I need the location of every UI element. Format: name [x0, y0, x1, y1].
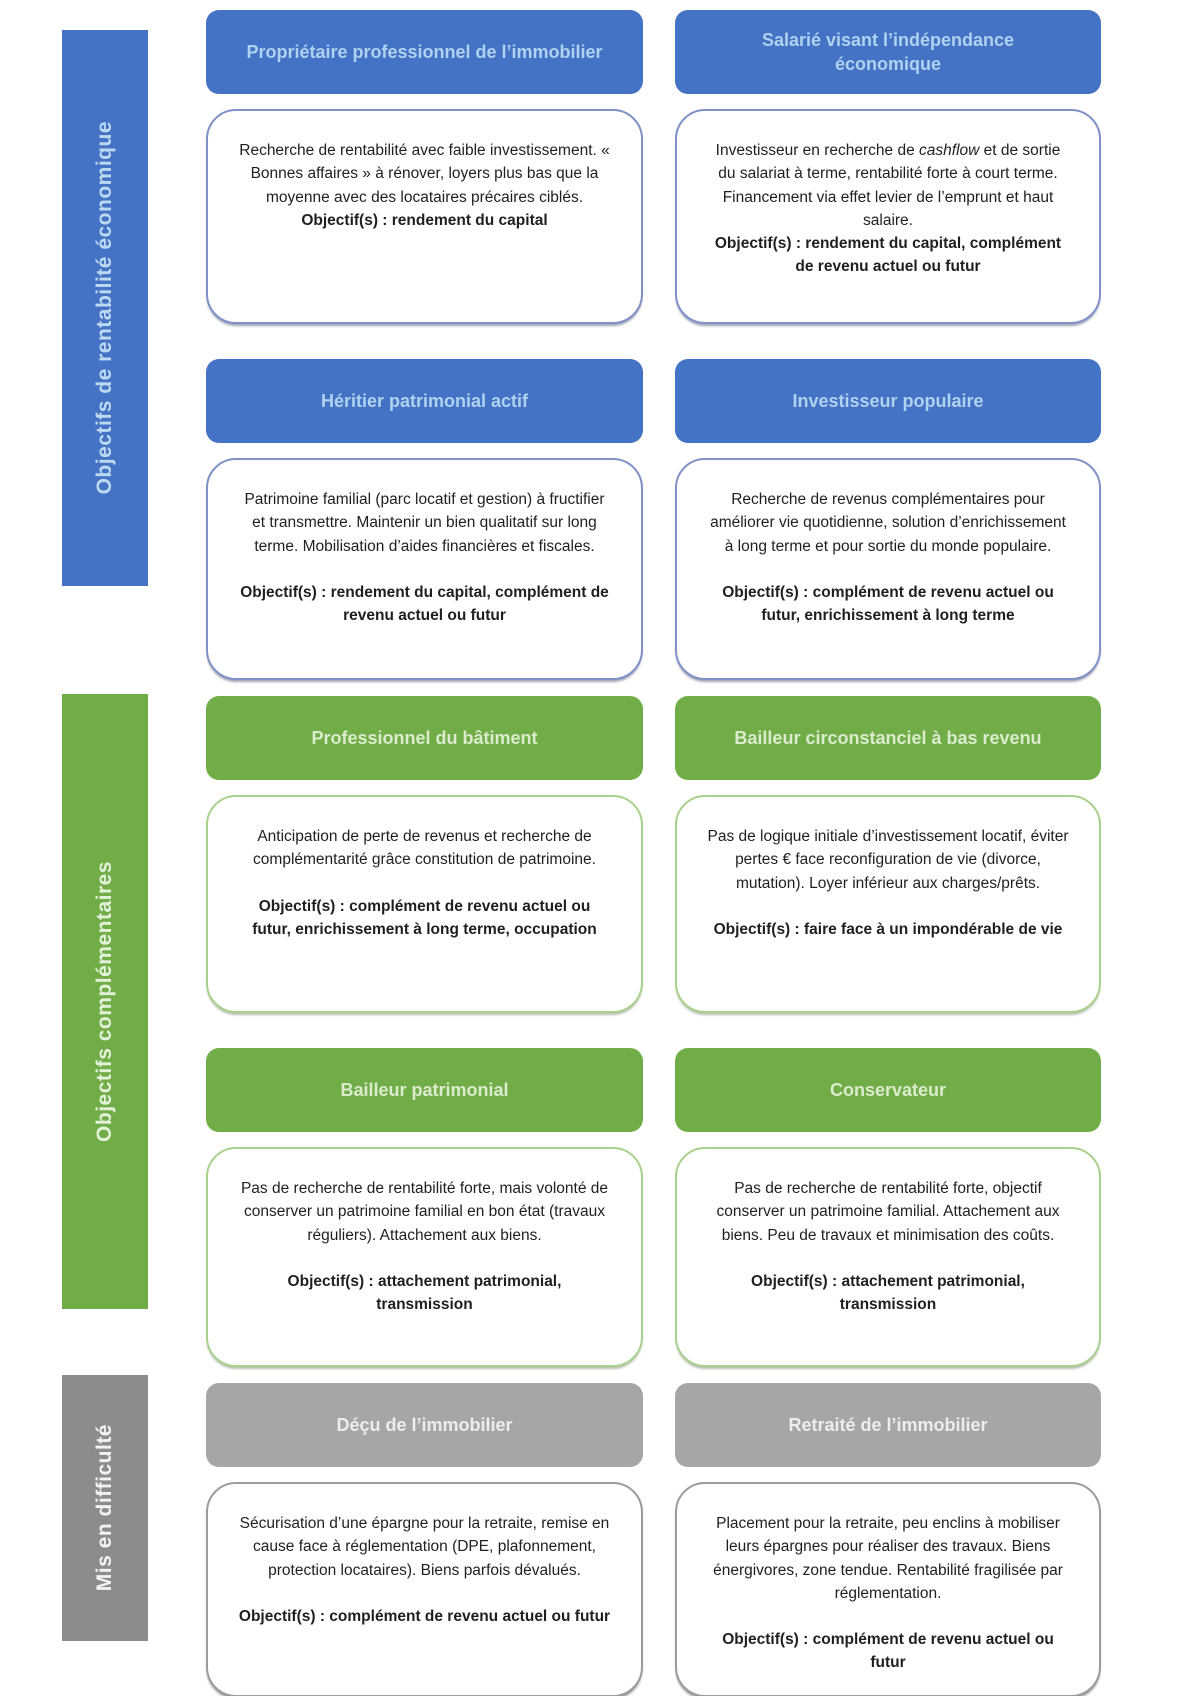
card-title: Bailleur patrimonial	[206, 1048, 643, 1132]
card-heritier-patrimonial	[206, 359, 643, 680]
card-bailleur-patrimonial	[206, 1048, 643, 1367]
card-body	[206, 1482, 643, 1696]
card-title: Héritier patrimonial actif	[206, 359, 643, 443]
card-title: Salarié visant l’indépendance économique	[675, 10, 1101, 94]
card-proprietaire-professionnel	[206, 10, 643, 324]
card-body	[675, 458, 1101, 680]
card-title: Retraité de l’immobilier	[675, 1383, 1101, 1467]
card-description: Recherche de rentabilité avec faible investissement. « Bonnes affaires » à rénover, loyers plus bas que la moyenne avec des locataires précaires ciblés.	[239, 142, 610, 206]
card-description: Pas de recherche de rentabilité forte, mais volonté de conserver un patrimoine familial en bon état (travaux réguliers). Attachement aux biens.	[240, 1180, 609, 1244]
cards-grid-difficulte	[206, 1383, 1101, 1696]
card-professionnel-batiment	[206, 696, 643, 1013]
cards-grid-complementaires	[206, 696, 1101, 1367]
card-salarie-independance	[675, 10, 1101, 324]
card-title: Bailleur circonstanciel à bas revenu	[675, 696, 1101, 780]
section-objectifs-complementaires	[62, 696, 1200, 1367]
card-objective: Objectif(s) : complément de revenu actuel ou futur	[238, 1607, 611, 1625]
card-title: Propriétaire professionnel de l’immobilier	[206, 10, 643, 94]
card-body	[206, 795, 643, 1013]
card-objective: Objectif(s) : rendement du capital, complément de revenu actuel ou futur	[714, 235, 1062, 276]
card-objective: Objectif(s) : rendement du capital, complément de revenu actuel ou futur	[240, 583, 609, 624]
section-rentabilite-economique	[62, 10, 1200, 680]
section-label-text: Objectifs de rentabilité économique	[93, 121, 116, 495]
card-title: Investisseur populaire	[675, 359, 1101, 443]
card-description: Patrimoine familial (parc locatif et gestion) à fructifier et transmettre. Maintenir un bien qualitatif sur long terme. Mobilisation d’aides financières et fiscales.	[244, 491, 605, 555]
card-body	[206, 1147, 643, 1367]
card-description: Recherche de revenus complémentaires pour améliorer vie quotidienne, solution d’enrichissement à long terme et pour sortie du monde populaire.	[710, 491, 1066, 555]
card-objective: Objectif(s) : complément de revenu actuel ou futur	[722, 1631, 1054, 1672]
card-body	[675, 1147, 1101, 1367]
card-title: Déçu de l’immobilier	[206, 1383, 643, 1467]
card-description: Anticipation de perte de revenus et recherche de complémentarité grâce constitution de patrimoine.	[253, 828, 596, 869]
card-objective: Objectif(s) : complément de revenu actuel ou futur, enrichissement à long terme	[722, 583, 1054, 624]
section-label-objectifs-complementaires	[62, 694, 148, 1309]
card-objective: Objectif(s) : attachement patrimonial, transmission	[751, 1272, 1025, 1313]
card-body	[675, 109, 1101, 324]
card-decu-immobilier	[206, 1383, 643, 1696]
card-description	[707, 139, 1069, 232]
card-description: Pas de recherche de rentabilité forte, objectif conserver un patrimoine familial. Attachement aux biens. Peu de travaux et minimisation des coûts.	[716, 1180, 1060, 1244]
card-conservateur	[675, 1048, 1101, 1367]
section-label-rentabilite-economique	[62, 30, 148, 586]
description-segment: et de sortie du salariat à terme, rentabilité forte à court terme. Financement via effet levier de l’emprunt et haut salaire.	[718, 142, 1061, 229]
card-objective: Objectif(s) : rendement du capital	[301, 211, 548, 229]
section-label-mis-en-difficulte	[62, 1375, 148, 1641]
card-body	[206, 458, 643, 680]
card-objective: Objectif(s) : faire face à un impondérable de vie	[713, 920, 1063, 938]
card-title: Professionnel du bâtiment	[206, 696, 643, 780]
card-objective: Objectif(s) : complément de revenu actuel ou futur, enrichissement à long terme, occupation	[252, 897, 597, 938]
card-title: Conservateur	[675, 1048, 1101, 1132]
card-body	[675, 795, 1101, 1013]
description-italic-segment: cashflow	[919, 142, 980, 159]
card-retraite-immobilier	[675, 1383, 1101, 1696]
card-description: Pas de logique initiale d’investissement locatif, éviter pertes € face reconfiguration de vie (divorce, mutation). Loyer inférieur aux charges/prêts.	[707, 828, 1069, 892]
cards-grid-rentabilite	[206, 10, 1101, 680]
card-description: Sécurisation d’une épargne pour la retraite, remise en cause face à réglementation (DPE, plafonnement, protection locataires). Biens parfois dévalués.	[239, 1515, 610, 1579]
card-description: Placement pour la retraite, peu enclins à mobiliser leurs épargnes pour réaliser des travaux. Biens énergivores, zone tendue. Rentabilité fragilisée par réglementation.	[713, 1515, 1063, 1602]
card-objective: Objectif(s) : attachement patrimonial, transmission	[287, 1272, 562, 1313]
description-segment: Investisseur en recherche de	[715, 142, 920, 159]
card-investisseur-populaire	[675, 359, 1101, 680]
card-body	[675, 1482, 1101, 1696]
card-bailleur-circonstanciel	[675, 696, 1101, 1013]
section-label-text: Mis en difficulté	[93, 1424, 116, 1592]
card-body	[206, 109, 643, 324]
section-mis-en-difficulte	[62, 1383, 1200, 1696]
section-label-text: Objectifs complémentaires	[93, 861, 116, 1142]
